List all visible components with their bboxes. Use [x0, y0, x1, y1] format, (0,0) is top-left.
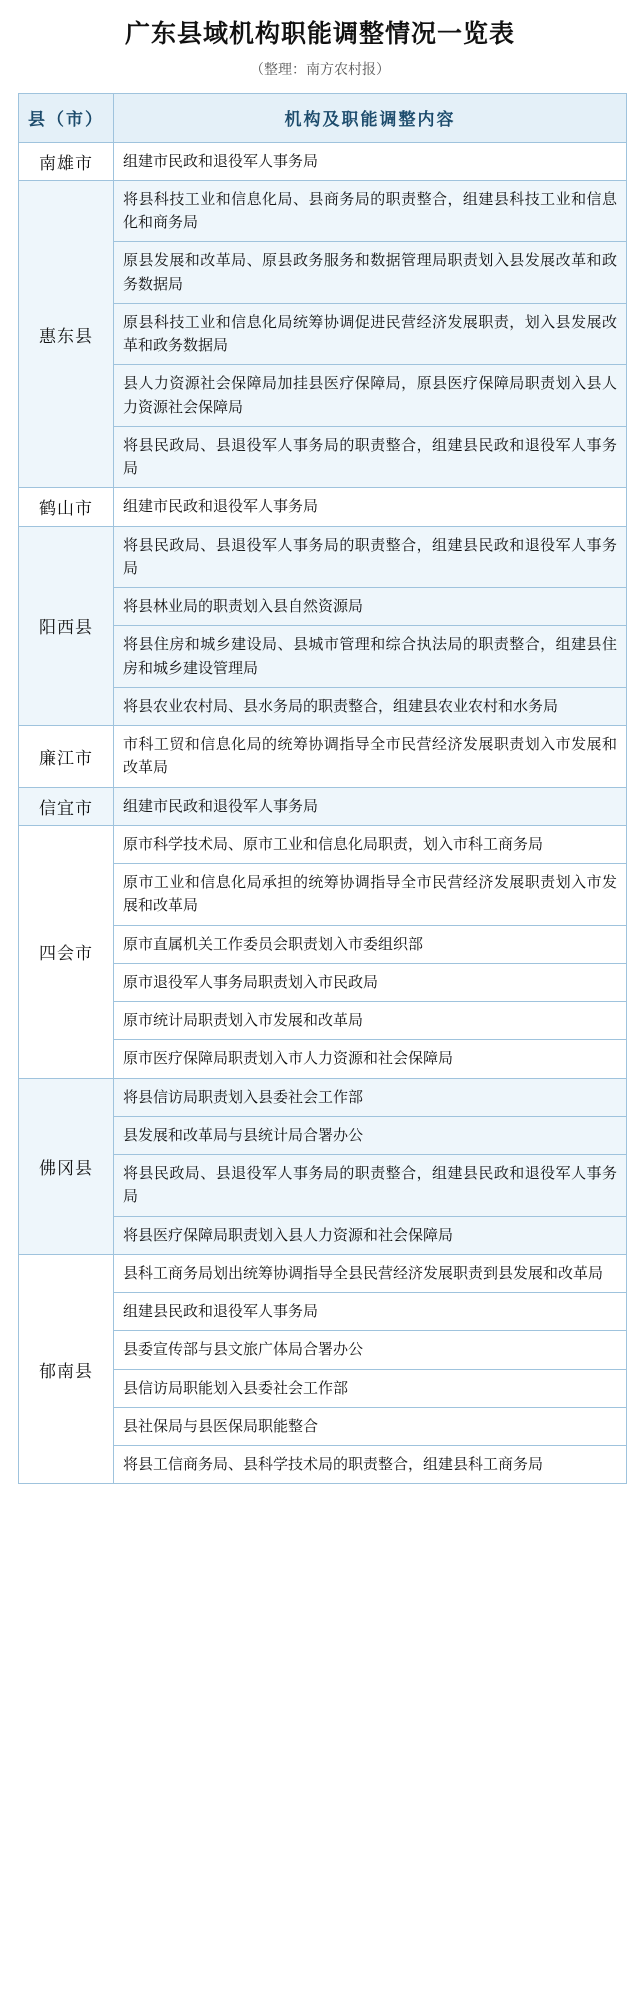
county-cell: 信宜市: [19, 787, 114, 825]
content-cell: 将县科技工业和信息化局、县商务局的职责整合，组建县科技工业和信息化和商务局: [114, 180, 627, 242]
table-row: [19, 726, 627, 788]
content-cell: 将县信访局职责划入县委社会工作部: [114, 1078, 627, 1116]
content-cell: 原市直属机关工作委员会职责划入市委组织部: [114, 925, 627, 963]
table-row: [19, 488, 627, 526]
county-cell: 南雄市: [19, 142, 114, 180]
table-header: [19, 93, 627, 142]
column-header-county: 县（市）: [19, 93, 114, 142]
adjustment-table: [18, 93, 627, 1485]
content-cell: 原县科技工业和信息化局统筹协调促进民营经济发展职责，划入县发展改革和政务数据局: [114, 303, 627, 365]
table-row: [19, 825, 627, 863]
content-cell: 原市医疗保障局职责划入市人力资源和社会保障局: [114, 1040, 627, 1078]
table-row: [19, 787, 627, 825]
page-title: 广东县域机构职能调整情况一览表: [124, 20, 515, 48]
content-cell: 将县工信商务局、县科学技术局的职责整合，组建县科工商务局: [114, 1446, 627, 1484]
content-cell: 组建市民政和退役军人事务局: [114, 787, 627, 825]
county-cell: 惠东县: [19, 180, 114, 488]
content-cell: 组建县民政和退役军人事务局: [114, 1293, 627, 1331]
table-row: [19, 142, 627, 180]
page-subtitle: （整理：南方农村报）: [250, 60, 390, 77]
content-cell: 市科工贸和信息化局的统筹协调指导全市民营经济发展职责划入市发展和改革局: [114, 726, 627, 788]
table-row: [19, 526, 627, 588]
content-cell: 县信访局职能划入县委社会工作部: [114, 1369, 627, 1407]
content-cell: 将县农业农村局、县水务局的职责整合，组建县农业农村和水务局: [114, 687, 627, 725]
county-cell: 郁南县: [19, 1254, 114, 1484]
content-cell: 组建市民政和退役军人事务局: [114, 142, 627, 180]
content-cell: 将县民政局、县退役军人事务局的职责整合，组建县民政和退役军人事务局: [114, 526, 627, 588]
county-cell: 阳西县: [19, 526, 114, 726]
county-cell: 廉江市: [19, 726, 114, 788]
column-header-content: 机构及职能调整内容: [114, 93, 627, 142]
content-cell: 原市统计局职责划入市发展和改革局: [114, 1002, 627, 1040]
content-cell: 将县民政局、县退役军人事务局的职责整合，组建县民政和退役军人事务局: [114, 426, 627, 488]
table-row: [19, 1078, 627, 1116]
content-cell: 原市工业和信息化局承担的统筹协调指导全市民营经济发展职责划入市发展和改革局: [114, 864, 627, 926]
content-cell: 县发展和改革局与县统计局合署办公: [114, 1116, 627, 1154]
content-cell: 将县林业局的职责划入县自然资源局: [114, 588, 627, 626]
content-cell: 县委宣传部与县文旅广体局合署办公: [114, 1331, 627, 1369]
content-cell: 县科工商务局划出统筹协调指导全县民营经济发展职责到县发展和改革局: [114, 1254, 627, 1292]
content-cell: 县社保局与县医保局职能整合: [114, 1407, 627, 1445]
county-cell: 佛冈县: [19, 1078, 114, 1254]
content-cell: 原县发展和改革局、原县政务服务和数据管理局职责划入县发展改革和政务数据局: [114, 242, 627, 304]
table-header-row: [19, 93, 627, 142]
content-cell: 县人力资源社会保障局加挂县医疗保障局，原县医疗保障局职责划入县人力资源社会保障局: [114, 365, 627, 427]
table-row: [19, 180, 627, 242]
county-cell: 鹤山市: [19, 488, 114, 526]
content-cell: 将县住房和城乡建设局、县城市管理和综合执法局的职责整合，组建县住房和城乡建设管理局: [114, 626, 627, 688]
table-body: [19, 142, 627, 1484]
content-cell: 将县民政局、县退役军人事务局的职责整合，组建县民政和退役军人事务局: [114, 1155, 627, 1217]
content-cell: 原市科学技术局、原市工业和信息化局职责，划入市科工商务局: [114, 825, 627, 863]
content-cell: 组建市民政和退役军人事务局: [114, 488, 627, 526]
table-row: [19, 1254, 627, 1292]
county-cell: 四会市: [19, 825, 114, 1078]
content-cell: 将县医疗保障局职责划入县人力资源和社会保障局: [114, 1216, 627, 1254]
content-cell: 原市退役军人事务局职责划入市民政局: [114, 963, 627, 1001]
